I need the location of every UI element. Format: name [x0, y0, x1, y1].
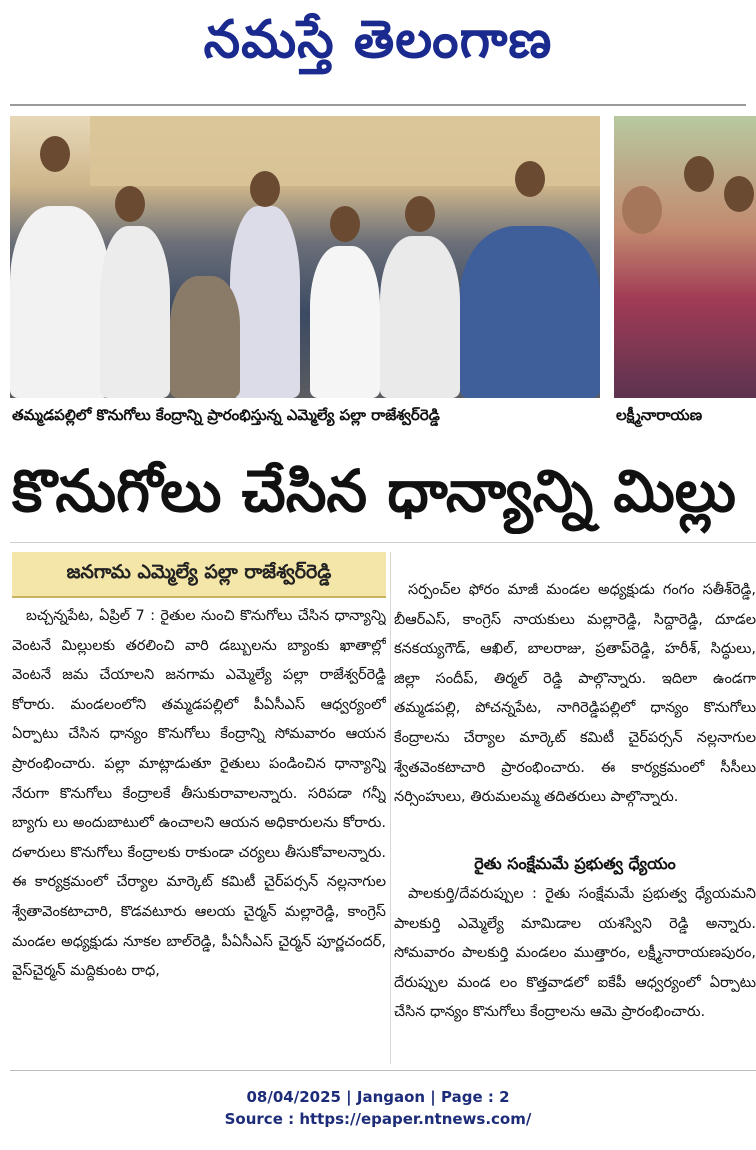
edition-info: 08/04/2025 | Jangaon | Page : 2	[246, 1088, 510, 1106]
newspaper-title: నమస్తే తెలంగాణ	[203, 9, 553, 70]
person-figure	[100, 226, 170, 398]
person-head	[250, 171, 280, 207]
sub-headline: రైతు సంక్షేమమే ప్రభుత్వ ధ్యేయం	[474, 854, 676, 873]
headline-divider	[10, 542, 756, 543]
masthead	[0, 0, 756, 92]
main-photo	[10, 116, 600, 398]
source-link[interactable]: Source : https://epaper.ntnews.com/	[224, 1110, 532, 1128]
person-figure	[230, 206, 300, 398]
column-divider	[390, 552, 391, 1064]
person-figure	[380, 236, 460, 398]
person-head	[40, 136, 70, 172]
photo-caption: తమ్మడపల్లిలో కొనుగోలు కేంద్రాన్ని ప్రారంభిస్తున్న ఎమ్మెల్యే పల్లా రాజేశ్వర్‌రెడ్డి	[12, 406, 440, 424]
article-paragraph: బచ్చన్నపేట, ఏప్రిల్ 7 : రైతుల నుంచి కొనుగోలు చేసిన ధాన్యాన్ని వెంటనే మిల్లులకు తరలించి వారి డబ్బులను బ్యాంకు ఖాతాల్లో వెంటనే జమ చేయాలని జనగామ ఎమ్మెల్యే పల్లా రాజేశ్వర్‌రెడ్డి కోరారు. మండలంలోని తమ్మడపల్లిలో పీఏసీఎస్ ఆధ్వర్యంలో ఏర్పాటు చేసిన ధాన్యం కొనుగోలు కేంద్రాన్ని సోమవారం ఆయన ప్రారంభించారు. పల్లా మాట్లాడుతూ రైతులు పండించిన ధాన్యాన్ని నేరుగా కొనుగోలు కేంద్రాలకే తీసుకురావాలన్నారు. సరిపడా గన్నీ బ్యాగు లు అందుబాటులో ఉంచాలని ఆయన అధికారులను కోరారు. దళారులు కొనుగోలు కేంద్రాలకు రాకుండా చర్యలు తీసుకోవాలన్నారు. ఈ కార్యక్రమంలో చేర్యాల మార్కెట్ కమిటీ చైర్‌పర్సన్ నల్లనాగుల శ్వేతావెంకటాచారి, కొడవటూరు ఆలయ చైర్మన్ మల్లారెడ్డి, కాంగ్రెస్ మండల అధ్యక్షుడు నూకల బాల్‌రెడ్డి, పీఏసీఎస్ చైర్మన్ పూర్ణచందర్, వైస్‌చైర్మన్ మద్దికుంట రాధ,	[12, 608, 386, 980]
article-column-left	[12, 602, 386, 1084]
header-divider	[10, 104, 746, 106]
side-photo	[614, 116, 756, 398]
headline: కొనుగోలు చేసిన ధాన్యాన్ని మిల్లు	[12, 457, 736, 525]
article-column-right-lower	[394, 880, 756, 1064]
article-paragraph: సర్పంచ్‌ల ఫోరం మాజీ మండల అధ్యక్షుడు గంగం సతీశ్‌రెడ్డి, బీఆర్‌ఎస్, కాంగ్రెస్ నాయకులు మల్లారెడ్డి, సిద్దారెడ్డి, దూడల కనకయ్యగౌడ్, ఆఖిల్, బాలరాజు, ప్రతాప్‌రెడ్డి, హరీశ్, సిద్ధులు, జిల్లా సందీప్, తిర్మల్ రెడ్డి పాల్గొన్నారు. ఇదిలా ఉండగా తమ్మడపల్లి, పోచన్నపేట, నాగిరెడ్డిపల్లిలో ధాన్యం కొనుగోలు కేంద్రాలను చేర్యాల మార్కెట్ కమిటీ చైర్‌పర్సన్ నల్లనాగుల శ్వేతవెంకటాచారి ప్రారంభించారు. ఈ కార్యక్రమంలో సీసీలు నర్సింహులు, తిరుమలమ్మ తదితరులు పాల్గొన్నారు.	[394, 582, 756, 806]
byline: జనగామ ఎమ్మెల్యే పల్లా రాజేశ్వర్‌రెడ్డి	[12, 552, 386, 598]
article-paragraph: పాలకుర్తి/దేవరుప్పుల : రైతు సంక్షేమమే ప్రభుత్వ ధ్యేయమని పాలకుర్తి ఎమ్మెల్యే మామిడాల యశస్విని రెడ్డి అన్నారు. సోమవారం పాలకుర్తి మండలం ముత్తారం, లక్ష్మీనారాయణపురం, దేరుప్పుల మండ లం కొత్తవాడలో ఐకేపీ ఆధ్వర్యంలో ఏర్పాటు చేసిన ధాన్యం కొనుగోలు కేంద్రాలను ఆమె ప్రారంభించారు.	[394, 886, 756, 1021]
person-figure	[310, 246, 380, 398]
side-photo-caption: లక్ష్మీనారాయణ	[616, 406, 703, 424]
article-column-right	[394, 576, 756, 856]
person-head	[622, 186, 662, 234]
grain-sack	[170, 276, 240, 398]
person-head	[515, 161, 545, 197]
person-head	[724, 176, 754, 212]
person-head	[684, 156, 714, 192]
person-head	[115, 186, 145, 222]
person-figure	[460, 226, 600, 398]
person-head	[405, 196, 435, 232]
footer-divider	[10, 1070, 756, 1071]
person-figure	[10, 206, 110, 398]
person-head	[330, 206, 360, 242]
